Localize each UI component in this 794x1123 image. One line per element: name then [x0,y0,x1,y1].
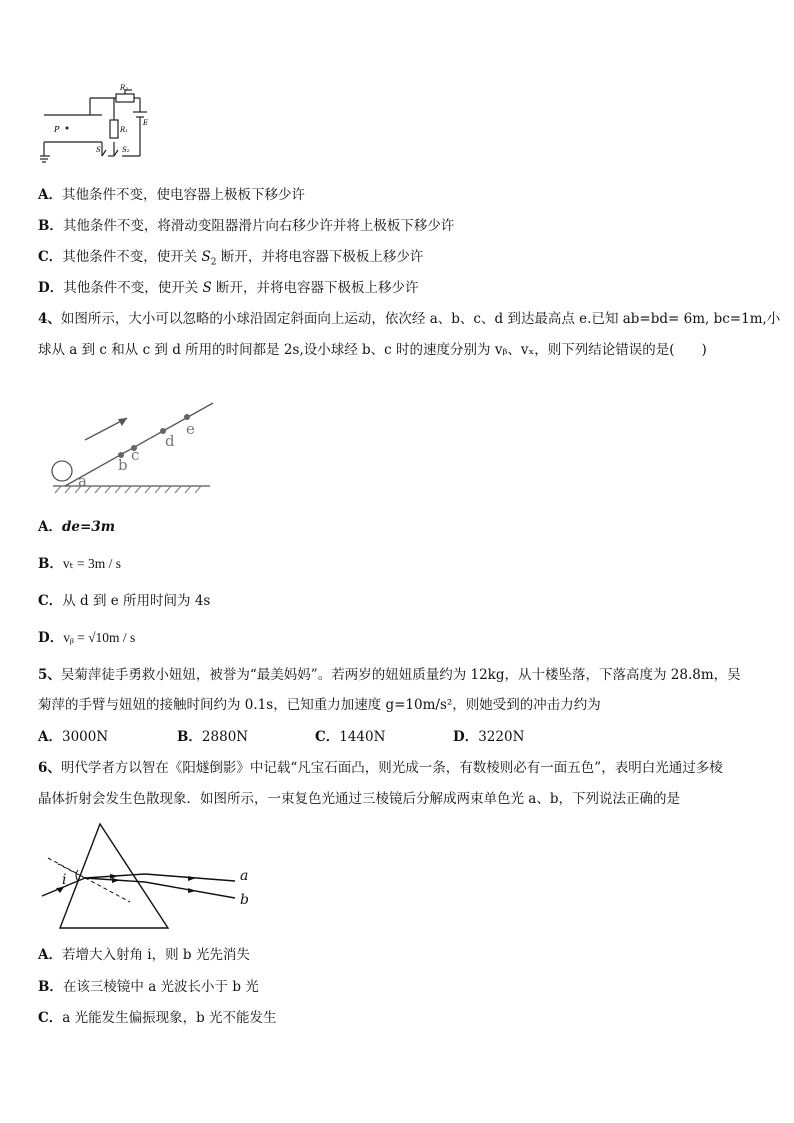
label-p: P [54,125,60,134]
q3-option-b: B．其他条件不变，将滑动变阻器滑片向右移少许并将上极板下移少许 [38,218,455,234]
q3-option-d: D．其他条件不变，使开关 S 断开，并将电容器下极板上移少许 [38,280,419,296]
q5-stem-line1: 5、吴菊萍徒手勇救小妞妞，被誉为“最美妈妈”。若两岁的妞妞质量约为 12kg，从十楼坠落，下落高度为 28.8m，吴 [38,667,741,683]
ray-a: a [240,868,249,884]
q6-stem-line1: 6、明代学者方以智在《阳燧倒影》中记载“凡宝石面凸，则光成一条，有数棱则必有一面五色”，表明白光通过多棱 [38,760,723,776]
label-r1: R₁ [120,126,129,134]
incline-figure [45,398,215,498]
prism-figure [38,820,268,935]
point-d: d [165,432,175,450]
q5-stem-line2: 菊萍的手臂与妞妞的接触时间约为 0.1s，已知重力加速度 g=10m/s²，则她受到的冲击力约为 [38,697,601,713]
q5-option-a: A．3000N [38,729,109,745]
ray-b: b [240,892,249,908]
angle-i: i [62,872,67,888]
point-b: b [118,456,128,474]
q6-stem-line2: 晶体折射会发生色散现象．如图所示，一束复色光通过三棱镜后分解成两束单色光 a、b，下列说法正确的是 [38,791,680,807]
q5-option-c: C．1440N [315,729,386,745]
label-r2: R₂ [120,84,129,92]
q4-stem-line1: 4、如图所示，大小可以忽略的小球沿固定斜面向上运动，依次经 a、b、c、d 到达最高点 e.已知 ab=bd= 6m, bc=1m,小 [38,311,781,327]
q5-option-b: B．2880N [177,729,249,745]
q4-option-d: D．vᵦ = √10m / s [38,630,136,646]
label-s2: S₂ [122,146,130,154]
point-a: a [78,472,87,490]
q4-option-c: C．从 d 到 e 所用时间为 4s [38,593,211,609]
circuit-diagram [40,80,160,170]
q4-option-b: B．vₜ = 3m / s [38,556,122,572]
label-s: S [96,146,101,154]
label-e: E [143,119,149,127]
q3-option-a: A．其他条件不变，使电容器上极板下移少许 [38,187,305,203]
q6-option-c: C．a 光能发生偏振现象，b 光不能发生 [38,1010,277,1026]
q4-stem-line2: 球从 a 到 c 和从 c 到 d 所用的时间都是 2s,设小球经 b、c 时的速度分别为 vᵦ、vₓ，则下列结论错误的是( ) [38,342,707,358]
point-c: c [131,446,140,464]
q6-option-a: A．若增大入射角 i，则 b 光先消失 [38,947,250,963]
point-e: e [186,420,195,438]
q6-option-b: B．在该三棱镜中 a 光波长小于 b 光 [38,979,259,995]
q3-option-c: C．其他条件不变，使开关 $S_2$ 断开，并将电容器下极板上移少许 [38,249,424,268]
q5-option-d: D．3220N [453,729,525,745]
q4-option-a: A．de=3m [38,519,116,535]
